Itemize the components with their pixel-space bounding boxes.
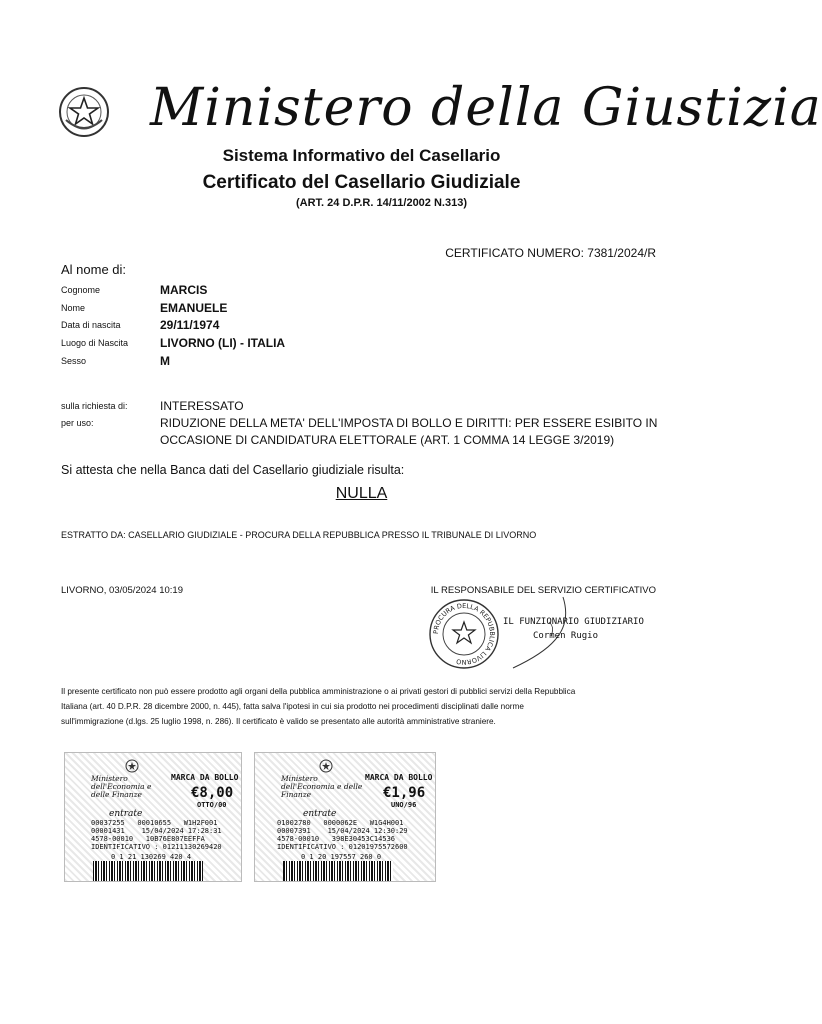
stamp-1-ministry: Ministero dell'Economia e delle Finanze: [91, 774, 152, 799]
certificate-number: CERTIFICATO NUMERO: 7381/2024/R: [445, 246, 656, 260]
stamp-2-marca: MARCA DA BOLLO: [365, 773, 433, 782]
legal-notice: [61, 684, 661, 729]
stamp-1-code3: 4578-00010 10B76E807EEFFA: [91, 835, 205, 843]
stamp-2-code2: 00007391 15/04/2024 12:30:29: [277, 827, 408, 835]
label-sesso: Sesso: [61, 356, 87, 366]
request-use-line1: RIDUZIONE DELLA META' DELL'IMPOSTA DI BOLLO E DIRITTI: PER ESSERE ESIBITO IN: [160, 416, 658, 430]
stamp-1-marca: MARCA DA BOLLO: [171, 773, 239, 782]
value-cognome: MARCIS: [160, 283, 208, 297]
legal-notice-line1: Il presente certificato non può essere prodotto agli organi della pubblica amministrazione o ai privati gestori di pubblici servizi della Repubblica: [61, 687, 576, 696]
seal-text: PROCURA DELLA REPUBBLICA LIVORNO: [431, 601, 497, 667]
person-heading: Al nome di:: [61, 262, 127, 277]
extract-source: ESTRATTO DA: CASELLARIO GIUDIZIALE - PROCURA DELLA REPUBBLICA PRESSO IL TRIBUNALE DI LIVORNO: [61, 530, 537, 540]
official-seal-icon: [428, 598, 500, 670]
value-luogo-nascita: LIVORNO (LI) - ITALIA: [160, 336, 286, 350]
stamp-2-code1: 01002780 0000062E W1G4H001: [277, 819, 404, 827]
attestation-text: Si attesta che nella Banca dati del Casellario giudiziale risulta:: [61, 463, 405, 477]
request-by-label: sulla richiesta di:: [61, 401, 128, 411]
label-luogo-nascita: Luogo di Nascita: [61, 338, 129, 348]
stamp-2-label: entrate: [303, 809, 337, 819]
request-use-label: per uso:: [61, 418, 94, 428]
value-data-nascita: 29/11/1974: [160, 318, 220, 332]
stamp-2-barcode-number: 0 1 20 197557 260 0: [301, 853, 382, 861]
stamp-2-amount: €1,96: [383, 785, 426, 801]
value-nome: EMANUELE: [160, 301, 228, 315]
stamp-1-code4: IDENTIFICATIVO : 01211130269420: [91, 843, 222, 851]
stamp-2-amount-words: UNO/96: [391, 801, 417, 809]
stamp-1-barcode: [93, 861, 203, 881]
stamp-1-amount-words: OTTO/00: [197, 801, 227, 809]
request-use-line2: OCCASIONE DI CANDIDATURA ELETTORALE (ART. 1 COMMA 14 LEGGE 3/2019): [160, 433, 615, 447]
document-title: Certificato del Casellario Giudiziale: [202, 172, 521, 193]
stamp-1-code1: 00037255 00010655 W1H2F001: [91, 819, 218, 827]
legal-notice-line2: Italiana (art. 40 D.P.R. 28 dicembre 2000, n. 445), fatta salva l'ipotesi in cui sia prodotto nei procedimenti disciplinati dalle norme: [61, 702, 524, 711]
place-date: LIVORNO, 03/05/2024 10:19: [61, 585, 183, 596]
stamp-1-label: entrate: [109, 809, 143, 819]
label-data-nascita: Data di nascita: [61, 320, 121, 330]
value-sesso: M: [160, 354, 170, 368]
ministry-title: Ministero della Giustizia: [150, 78, 822, 138]
result-value: NULLA: [335, 485, 388, 502]
republic-emblem-icon: [58, 86, 110, 138]
emblem-small-icon: [319, 759, 333, 773]
responsible-title: IL RESPONSABILE DEL SERVIZIO CERTIFICATIVO: [430, 585, 656, 596]
law-reference: (ART. 24 D.P.R. 14/11/2002 N.313): [295, 197, 467, 209]
svg-text:PROCURA DELLA REPUBBLICA LIVOR: [432, 602, 496, 666]
revenue-stamp-2: [254, 752, 436, 882]
revenue-stamp-1: [64, 752, 242, 882]
signer-role: IL FUNZIONARIO GIUDIZIARIO: [503, 617, 644, 627]
label-cognome: Cognome: [61, 285, 101, 295]
stamp-1-amount: €8,00: [191, 785, 234, 801]
legal-notice-line3: sull'immigrazione (d.lgs. 25 luglio 1998, n. 286). Il certificato è valido se presentato alle autorità amministrative straniere.: [61, 717, 496, 726]
request-by-value: INTERESSATO: [160, 399, 244, 413]
stamp-2-code3: 4578-00010 398E30453C14536: [277, 835, 396, 843]
stamp-2-barcode: [283, 861, 393, 881]
stamp-2-code4: IDENTIFICATIVO : 01201975572600: [277, 843, 408, 851]
signer-name: Cormen Rugio: [533, 631, 599, 641]
stamp-2-ministry: Ministero dell'Economia e delle Finanze: [281, 774, 363, 799]
emblem-small-icon: [125, 759, 139, 773]
stamp-1-barcode-number: 0 1 21 130269 420 4: [111, 853, 192, 861]
label-nome: Nome: [61, 303, 86, 313]
stamp-1-code2: 00001431 15/04/2024 17:28:31: [91, 827, 222, 835]
system-name: Sistema Informativo del Casellario: [222, 146, 501, 165]
